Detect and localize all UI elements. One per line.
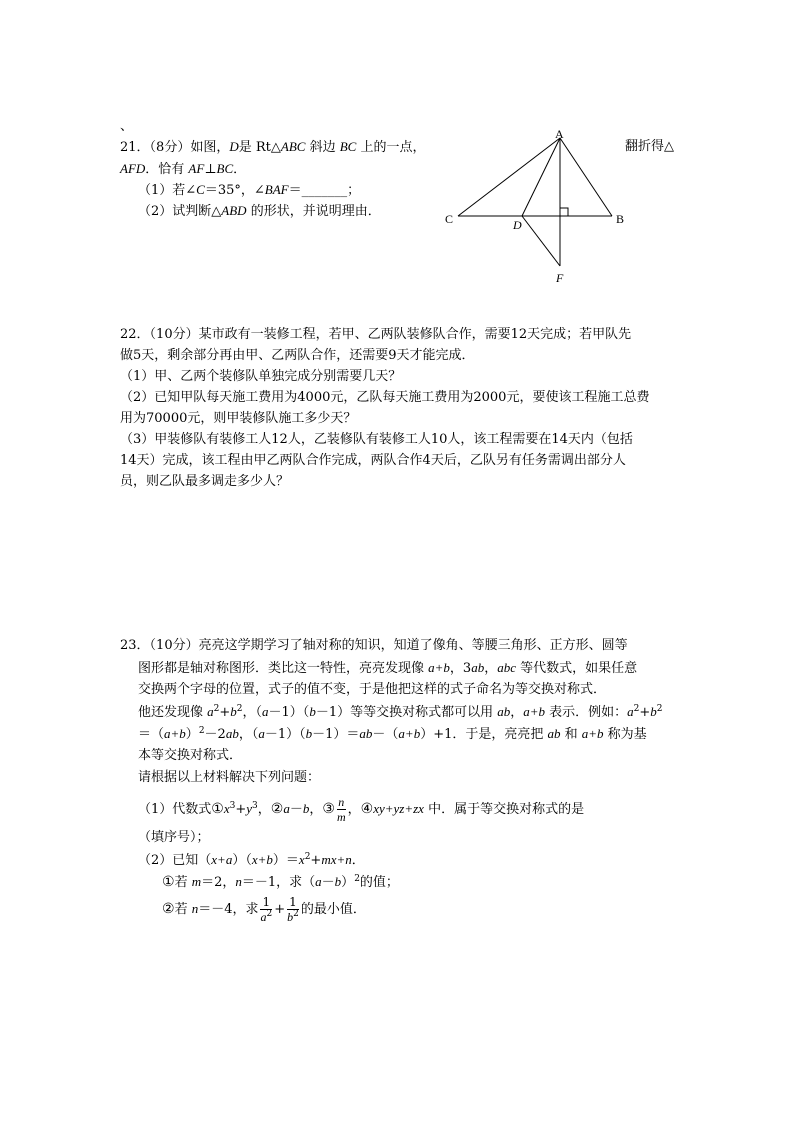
circled-2-icon: ② <box>162 901 175 917</box>
q23-part2: （2）已知$(x+a)(x+b)=x^2+mx+n$． <box>138 852 365 868</box>
q22-line1: 22．（10分）某市政有一装修工程，若甲、乙两队装修队合作，需要12天完成；若甲队先 <box>120 327 632 342</box>
label-a: A <box>555 127 564 141</box>
q22-line5: 用为70000元，则甲装修队施工多少天？ <box>120 411 357 426</box>
q23-part1-line2: （填序号）； <box>138 830 210 845</box>
label-c: C <box>445 212 454 226</box>
segment-df <box>522 216 560 266</box>
label-f: F <box>556 271 564 285</box>
label-b: B <box>616 212 625 226</box>
q23-sub1: ①若 m＝2，n＝－1，求$(a-b)^2$的值； <box>162 874 399 890</box>
fraction-1-over-a2: $\frac{1}{a^2}$ <box>260 895 273 924</box>
q22-line3: （1）甲、乙两个装修队单独完成分别需要几天？ <box>120 369 402 384</box>
q21-part1: （1）若∠C＝35°，∠BAF＝_______； <box>138 182 361 198</box>
q23-line2: 图形都是轴对称图形．类比这一特性，亮亮发现像 a+b，3ab，abc 等代数式，如果任意 <box>138 660 638 676</box>
circled-3-icon: ③ <box>322 801 335 817</box>
stray-mark: 、 <box>120 119 134 134</box>
q23-line1: 23．（10分）亮亮这学期学习了轴对称的知识，知道了像角、等腰三角形、正方形、圆等 <box>120 638 628 653</box>
q23-line3: 交换两个字母的位置，式子的值不变，于是他把这样的式子命名为等交换对称式． <box>138 682 607 697</box>
q23-line7: 请根据以上材料解决下列问题： <box>138 770 321 785</box>
q23-line5: $=(a+b)^2-2ab$，（a－1）（b－1）＝ab－（a+b）+1．于是，亮亮把 ab 和 a+b 称为基 <box>138 726 647 742</box>
q22-line2: 做5天，剩余部分再由甲、乙两队合作，还需要9天才能完成． <box>120 348 475 363</box>
circled-1-icon: ① <box>211 801 224 817</box>
q23-line6: 本等交换对称式． <box>138 748 243 763</box>
q22-line7: 14天）完成，该工程由甲乙两队合作完成，两队合作4天后，乙队另有任务需调出部分人 <box>120 453 626 468</box>
fraction-n-over-m: $\frac{n}{m}$ <box>336 795 346 824</box>
segment-ab <box>560 138 612 216</box>
triangle-figure <box>436 126 636 286</box>
q21-stem-line2: AFD．恰有 AF⊥BC． <box>120 161 247 177</box>
q22-line6: （3）甲装修队有装修工人12人，乙装修队有装修工人10人，该工程需要在14天内（包括 <box>120 432 633 447</box>
segment-ac <box>458 138 560 216</box>
right-angle-mark <box>560 208 568 216</box>
q22-line8: 员，则乙队最多调走多少人？ <box>120 474 290 489</box>
circled-1-icon: ① <box>162 874 175 890</box>
q23-sub2: ②若 n＝－4，求 $\frac{1}{a^2}$ + $\frac{1}{b^2}$ 的最小值． <box>162 895 366 924</box>
q21-stem-line1: 21．（8分）如图，D是 Rt△ABC 斜边 BC 上的一点， <box>120 139 426 155</box>
label-d: D <box>513 218 522 232</box>
q23-part1: （1）代数式$①x^3+y^3$，②a－b，③ $\frac{n}{m}$ ，④xy+yz+zx 中．属于等交换对称式的是 <box>138 795 585 824</box>
q21-stem-tail: 翻折得△ <box>625 139 674 154</box>
q22-line4: （2）已知甲队每天施工费用为4000元，乙队每天施工费用为2000元，要使该工程施工总费 <box>120 390 650 405</box>
segment-ad <box>522 138 560 216</box>
q23-line4: 他还发现像 $a^2+b^2$，（a－1）（b－1）等等交换对称式都可以用 ab，a+b 表示．例如：$a^2+b^2$ <box>138 704 663 720</box>
circled-2-icon: ② <box>270 801 284 817</box>
circled-4-icon: ④ <box>360 801 374 817</box>
fraction-1-over-b2: $\frac{1}{b^2}$ <box>287 895 299 924</box>
q21-part2: （2）试判断△ABD 的形状，并说明理由． <box>138 203 381 219</box>
